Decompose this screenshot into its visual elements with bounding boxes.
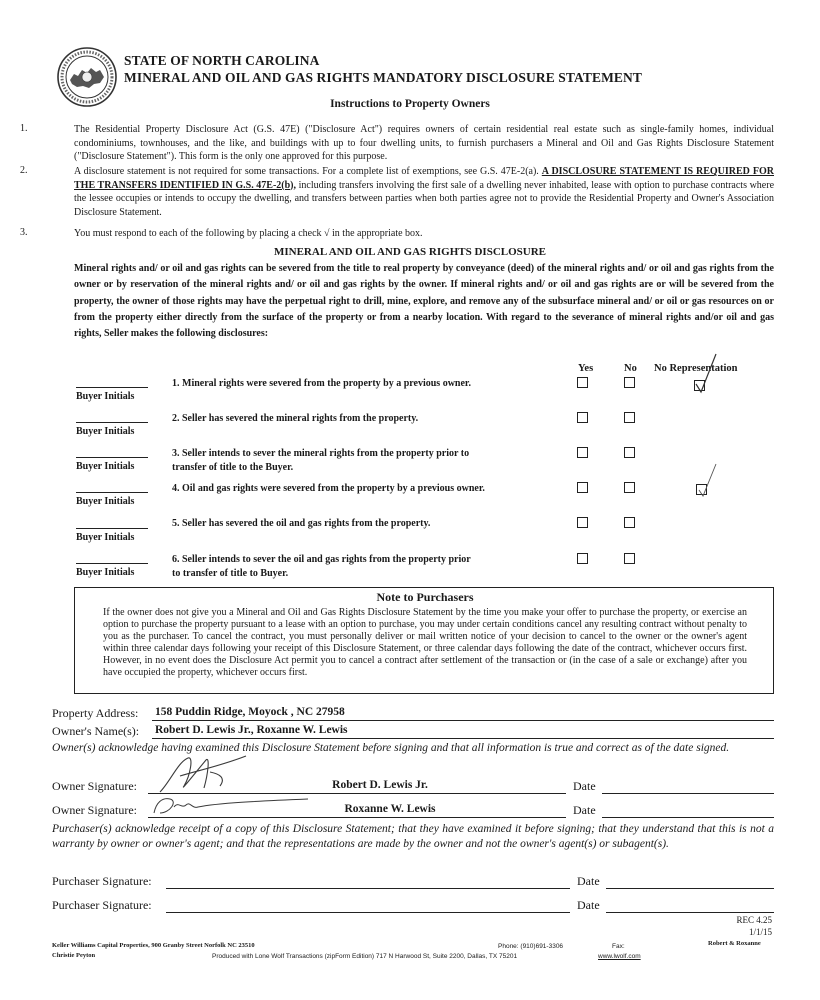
instruction-2-number: 2. — [20, 165, 28, 176]
owner-signature-label-2: Owner Signature: — [52, 803, 137, 817]
buyer-initials-line-4[interactable] — [76, 492, 148, 493]
note-text: If the owner does not give you a Mineral and Oil and Gas Rights Disclosure Statement by the time you make your offer to purchase the property, or exercise an option to purchase the property pursuant to a lease with an option to purchase, you may under certain conditions cancel any resulting contract without penalty to you as the purchaser. To cancel the contract, you must personally deliver or mail written notice of your decision to cancel to the owner or the owner's agent within three calendar days following your receipt of this Disclosure Statement, or three calendar days following the date of the contract, whichever occurs first. However, in no event does the Disclosure Act permit you to cancel a contract after settlement of the transaction or (in the case of a sale or exchange) after you have occupied the property, whichever occurs first. — [103, 607, 747, 678]
buyer-initials-label-6: Buyer Initials — [76, 567, 135, 578]
purchaser-date-label-2: Date — [577, 898, 600, 912]
q6-no-checkbox[interactable] — [624, 553, 635, 564]
purchaser-date-line-2[interactable] — [606, 912, 774, 913]
form-code: REC 4.25 — [736, 915, 772, 925]
buyer-initials-label-3: Buyer Initials — [76, 461, 135, 472]
buyer-initials-line-1[interactable] — [76, 387, 148, 388]
instruction-3-text: You must respond to each of the following by placing a check √ in the appropriate box. — [74, 228, 423, 239]
buyer-initials-label-4: Buyer Initials — [76, 496, 135, 507]
purchaser-signature-label-1: Purchaser Signature: — [52, 874, 152, 888]
purchaser-date-line-1[interactable] — [606, 888, 774, 889]
q5-no-checkbox[interactable] — [624, 517, 635, 528]
owner-signature-2-handwriting-icon — [148, 793, 318, 819]
document-title — [124, 52, 642, 86]
section-title: MINERAL AND OIL AND GAS RIGHTS DISCLOSURE — [273, 246, 546, 258]
owner-date-label-2: Date — [573, 803, 596, 817]
buyer-initials-label-5: Buyer Initials — [76, 532, 135, 543]
footer-website-link[interactable]: www.lwolf.com — [598, 953, 641, 960]
owner-date-label-1: Date — [573, 779, 596, 793]
instruction-1-text: The Residential Property Disclosure Act (G.S. 47E) ("Disclosure Act") requires owners of certain residential real estate such as single-family homes, individual condominiums, townhouses, and the like, and buildings with up to four dwelling units, to furnish purchasers a Mineral and Oil and Gas Rights Disclosure Statement ("Disclosure Statement"). This form is the only one approved for this purpose. — [74, 124, 774, 162]
title-line-state: STATE OF NORTH CAROLINA — [124, 53, 320, 68]
owner-printed-name-1: Robert D. Lewis Jr. — [332, 779, 428, 791]
purchaser-date-label-1: Date — [577, 874, 600, 888]
property-address-line — [152, 720, 774, 721]
form-owner-names: Robert & Roxanne — [708, 940, 761, 947]
footer-phone: Phone: (910)691-3306 — [498, 943, 564, 950]
question-4 — [172, 482, 557, 496]
instruction-2-lead: A disclosure statement is not required for some transactions. For a complete list of exemptions, see G.S. 47E-2(a). — [74, 166, 542, 177]
form-date: 1/1/15 — [748, 927, 772, 937]
q3-no-checkbox[interactable] — [624, 447, 635, 458]
owner-printed-name-2: Roxanne W. Lewis — [344, 803, 436, 815]
question-6 — [172, 553, 557, 581]
instruction-2-text — [74, 165, 774, 219]
buyer-initials-label-2: Buyer Initials — [76, 426, 135, 437]
q5-yes-checkbox[interactable] — [577, 517, 588, 528]
question-2 — [172, 412, 557, 426]
footer-produced-by: Produced with Lone Wolf Transactions (zipForm Edition) 717 N Harwood St, Suite 2200, Dallas, TX 75201 — [212, 953, 518, 960]
owners-name-label: Owner's Name(s): — [52, 724, 140, 738]
q1-check-mark-icon — [692, 352, 722, 396]
column-no: No — [624, 363, 637, 374]
instruction-3-number: 3. — [20, 227, 28, 238]
column-no-representation: No Representation — [654, 363, 738, 374]
question-1 — [172, 377, 557, 391]
instruction-2-rest: including transfers involving the first sale of a dwelling never inhabited, lease with option to purchase contracts where the lessee occupies or intends to occupy the dwelling, and transfers between parties when both parties agree not to provide the Residential Property and Owner's Association Disclosure Statement. — [74, 179, 775, 218]
question-4-line1: 4. Oil and gas rights were severed from the property by a previous owner. — [172, 483, 485, 494]
owner-date-line-1[interactable] — [602, 793, 774, 794]
q4-yes-checkbox[interactable] — [577, 482, 588, 493]
question-5-line1: 5. Seller has severed the oil and gas rights from the property. — [172, 518, 431, 529]
owner-date-line-2[interactable] — [602, 817, 774, 818]
column-yes: Yes — [578, 363, 594, 374]
note-title: Note to Purchasers — [376, 590, 474, 604]
q2-no-checkbox[interactable] — [624, 412, 635, 423]
instruction-2-required-clause: A DISCLOSURE STATEMENT IS REQUIRED FOR THE TRANSFERS IDENTIFIED IN G.S. 47E-2(b), — [74, 166, 774, 191]
purchaser-signature-label-2: Purchaser Signature: — [52, 898, 152, 912]
question-1-line1: 1. Mineral rights were severed from the property by a previous owner. — [172, 378, 471, 389]
owner-acknowledgment: Owner(s) acknowledge having examined this Disclosure Statement before signing and that all information is true and correct as of the date signed. — [52, 742, 730, 754]
q6-yes-checkbox[interactable] — [577, 553, 588, 564]
question-3-line2: transfer of title to the Buyer. — [172, 462, 294, 473]
footer-company: Keller Williams Capital Properties, 900 Granby Street Norfolk NC 23510 — [52, 942, 255, 949]
owners-name-line — [152, 738, 774, 739]
buyer-initials-line-2[interactable] — [76, 422, 148, 423]
property-address-value[interactable]: 158 Puddin Ridge, Moyock , NC 27958 — [155, 706, 345, 718]
buyer-initials-line-5[interactable] — [76, 528, 148, 529]
buyer-initials-label-1: Buyer Initials — [76, 391, 135, 402]
owner-signature-label-1: Owner Signature: — [52, 779, 137, 793]
q4-check-mark-icon — [694, 462, 722, 500]
buyer-initials-line-3[interactable] — [76, 457, 148, 458]
question-2-line1: 2. Seller has severed the mineral rights from the property. — [172, 413, 419, 424]
question-3-line1: 3. Seller intends to sever the mineral rights from the property prior to — [172, 448, 470, 459]
instructions-heading: Instructions to Property Owners — [330, 98, 490, 110]
instruction-1-number: 1. — [20, 123, 28, 134]
q3-yes-checkbox[interactable] — [577, 447, 588, 458]
q2-yes-checkbox[interactable] — [577, 412, 588, 423]
note-to-purchasers-box — [74, 587, 774, 694]
question-6-line1: 6. Seller intends to sever the oil and gas rights from the property prior — [172, 554, 471, 565]
footer-agent: Christie Peyton — [52, 952, 96, 959]
q1-no-checkbox[interactable] — [624, 377, 635, 388]
question-5 — [172, 517, 557, 531]
buyer-initials-line-6[interactable] — [76, 563, 148, 564]
property-address-label: Property Address: — [52, 706, 139, 720]
owners-name-value[interactable]: Robert D. Lewis Jr., Roxanne W. Lewis — [155, 724, 348, 736]
purchaser-signature-line-1[interactable] — [166, 888, 570, 889]
form-revision — [736, 914, 772, 938]
footer-fax: Fax: — [612, 943, 625, 950]
question-3 — [172, 447, 557, 475]
q4-no-checkbox[interactable] — [624, 482, 635, 493]
question-6-line2: to transfer of title to Buyer. — [172, 568, 289, 579]
q1-yes-checkbox[interactable] — [577, 377, 588, 388]
purchaser-acknowledgment: Purchaser(s) acknowledge receipt of a copy of this Disclosure Statement; that they have examined it before signing; that they understand that this is not a warranty by owner or owner's agent; and that the representations are made by the owner and not the owner's agent(s) or subagent(s). — [52, 823, 774, 850]
purchaser-signature-line-2[interactable] — [166, 912, 570, 913]
section-body: Mineral rights and/ or oil and gas rights can be severed from the title to real property by conveyance (deed) of the mineral rights and/ or oil and gas rights from the owner or by reservation of the mineral rights and/ or oil and gas rights by the owner. If mineral rights and/ or oil and gas rights are or will be severed from the property, the owner of those rights may have the perpetual right to drill, mine, explore, and remove any of the subsurface mineral and/ or oil or gas resources on or from the property either directly from the surface of the property or from a nearby location. With regard to the severance of mineral rights and/or oil and gas rights, Seller makes the following disclosures: — [74, 263, 774, 340]
title-line-form: MINERAL AND OIL AND GAS RIGHTS MANDATORY DISCLOSURE STATEMENT — [124, 70, 642, 85]
